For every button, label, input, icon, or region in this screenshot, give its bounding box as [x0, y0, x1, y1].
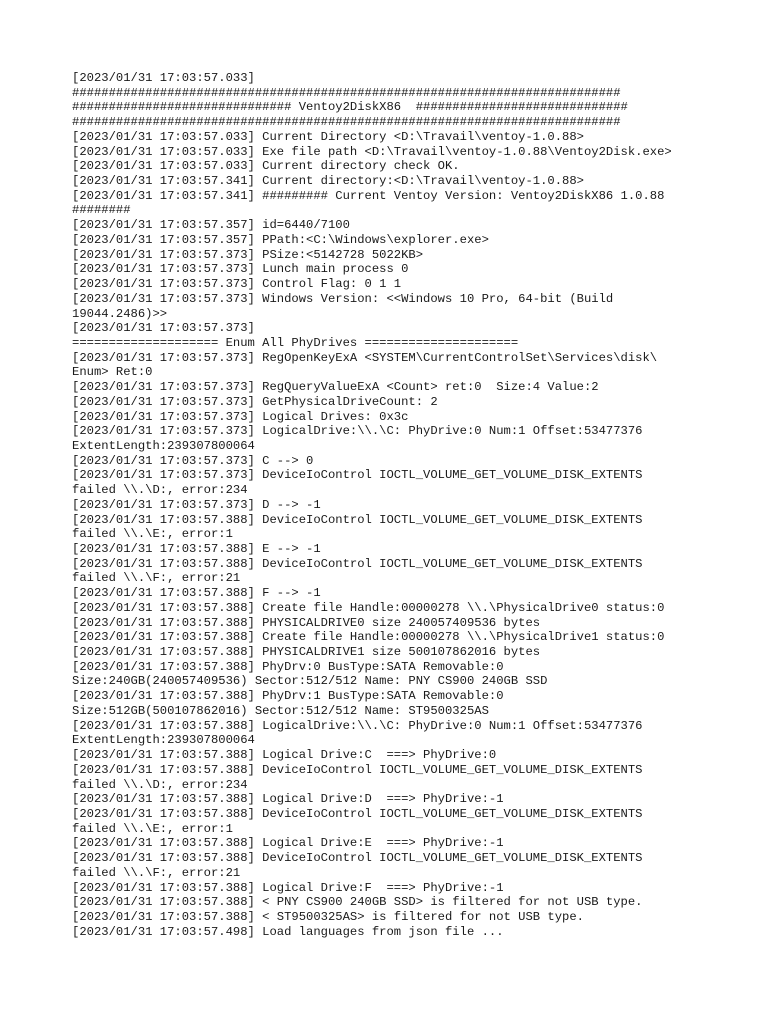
- log-line: [2023/01/31 17:03:57.388] PhyDrv:0 BusType:SATA Removable:0: [72, 659, 504, 674]
- log-line: [2023/01/31 17:03:57.373] C --> 0: [72, 453, 314, 468]
- log-line: failed \\.\D:, error:234: [72, 777, 248, 792]
- log-line: [2023/01/31 17:03:57.341] ######### Current Ventoy Version: Ventoy2DiskX86 1.0.88: [72, 188, 665, 203]
- log-line: [2023/01/31 17:03:57.373] GetPhysicalDriveCount: 2: [72, 394, 438, 409]
- log-line: ExtentLength:239307800064: [72, 438, 255, 453]
- log-line: [2023/01/31 17:03:57.388] DeviceIoControl IOCTL_VOLUME_GET_VOLUME_DISK_EXTENTS: [72, 512, 643, 527]
- log-document: [72, 71, 702, 939]
- log-line: failed \\.\F:, error:21: [72, 865, 241, 880]
- log-line: [2023/01/31 17:03:57.033] Current directory check OK.: [72, 159, 460, 174]
- log-line: [2023/01/31 17:03:57.388] DeviceIoControl IOCTL_VOLUME_GET_VOLUME_DISK_EXTENTS: [72, 556, 643, 571]
- log-line: [2023/01/31 17:03:57.373] Lunch main process 0: [72, 262, 409, 277]
- log-line: ==================== Enum All PhyDrives =====================: [72, 335, 519, 350]
- log-line: [2023/01/31 17:03:57.388] PHYSICALDRIVE1 size 500107862016 bytes: [72, 645, 541, 660]
- log-line: [2023/01/31 17:03:57.388] DeviceIoControl IOCTL_VOLUME_GET_VOLUME_DISK_EXTENTS: [72, 806, 643, 821]
- log-line: [2023/01/31 17:03:57.388] Logical Drive:F ===> PhyDrive:-1: [72, 880, 504, 895]
- log-line: [2023/01/31 17:03:57.373] PSize:<5142728 5022KB>: [72, 247, 424, 262]
- log-line: failed \\.\D:, error:234: [72, 483, 248, 498]
- log-line: [2023/01/31 17:03:57.357] PPath:<C:\Windows\explorer.exe>: [72, 232, 489, 247]
- log-line: [2023/01/31 17:03:57.388] Create file Handle:00000278 \\.\PhysicalDrive0 status:0: [72, 600, 665, 615]
- log-line: [2023/01/31 17:03:57.341] Current directory:<D:\Travail\ventoy-1.0.88>: [72, 174, 584, 189]
- log-line: failed \\.\E:, error:1: [72, 527, 233, 542]
- log-line: [2023/01/31 17:03:57.373] Windows Version: <<Windows 10 Pro, 64-bit (Build: [72, 291, 614, 306]
- log-line: [2023/01/31 17:03:57.357] id=6440/7100: [72, 218, 350, 233]
- log-line: [2023/01/31 17:03:57.388] Create file Handle:00000278 \\.\PhysicalDrive1 status:0: [72, 630, 665, 645]
- log-line: [2023/01/31 17:03:57.373] RegQueryValueExA <Count> ret:0 Size:4 Value:2: [72, 380, 599, 395]
- log-line: [2023/01/31 17:03:57.388] PhyDrv:1 BusType:SATA Removable:0: [72, 689, 504, 704]
- log-line: Enum> Ret:0: [72, 365, 153, 380]
- log-line: [2023/01/31 17:03:57.388] DeviceIoControl IOCTL_VOLUME_GET_VOLUME_DISK_EXTENTS: [72, 851, 643, 866]
- log-line: [2023/01/31 17:03:57.388] Logical Drive:D ===> PhyDrive:-1: [72, 792, 504, 807]
- log-line: [2023/01/31 17:03:57.033]: [72, 71, 255, 85]
- log-line: [2023/01/31 17:03:57.388] PHYSICALDRIVE0 size 240057409536 bytes: [72, 615, 541, 630]
- log-line: [2023/01/31 17:03:57.388] LogicalDrive:\\.\C: PhyDrive:0 Num:1 Offset:53477376: [72, 718, 643, 733]
- log-line: [2023/01/31 17:03:57.033] Exe file path <D:\Travail\ventoy-1.0.88\Ventoy2Disk.exe>: [72, 144, 672, 159]
- log-line: [2023/01/31 17:03:57.373] Logical Drives: 0x3c: [72, 409, 409, 424]
- log-line: [2023/01/31 17:03:57.388] < ST9500325AS> is filtered for not USB type.: [72, 909, 584, 924]
- log-line: [2023/01/31 17:03:57.033] Current Directory <D:\Travail\ventoy-1.0.88>: [72, 129, 584, 144]
- log-line: [2023/01/31 17:03:57.388] F --> -1: [72, 586, 321, 601]
- log-line: [2023/01/31 17:03:57.388] E --> -1: [72, 542, 321, 556]
- log-line: [2023/01/31 17:03:57.373] LogicalDrive:\\.\C: PhyDrive:0 Num:1 Offset:53477376: [72, 424, 643, 439]
- log-line: [2023/01/31 17:03:57.498] Load languages from json file ...: [72, 924, 504, 939]
- log-line: ExtentLength:239307800064: [72, 733, 255, 748]
- log-line: [2023/01/31 17:03:57.373] DeviceIoControl IOCTL_VOLUME_GET_VOLUME_DISK_EXTENTS: [72, 468, 643, 483]
- log-line: ########: [72, 203, 131, 218]
- log-line: [2023/01/31 17:03:57.388] Logical Drive:E ===> PhyDrive:-1: [72, 836, 504, 851]
- log-line: ############################## Ventoy2DiskX86 #############################: [72, 100, 628, 115]
- log-line: [2023/01/31 17:03:57.373] Control Flag: 0 1 1: [72, 277, 402, 292]
- log-line: Size:512GB(500107862016) Sector:512/512 Name: ST9500325AS: [72, 703, 489, 718]
- log-line: [2023/01/31 17:03:57.373] RegOpenKeyExA <SYSTEM\CurrentControlSet\Services\disk\: [72, 350, 658, 365]
- log-line: failed \\.\E:, error:1: [72, 821, 233, 836]
- log-line: 19044.2486)>>: [72, 306, 168, 321]
- log-line: [2023/01/31 17:03:57.388] Logical Drive:C ===> PhyDrive:0: [72, 748, 497, 763]
- log-line: ###########################################################################: [72, 85, 621, 100]
- log-line: [2023/01/31 17:03:57.373]: [72, 321, 255, 336]
- log-line: Size:240GB(240057409536) Sector:512/512 Name: PNY CS900 240GB SSD: [72, 674, 548, 689]
- log-line: [2023/01/31 17:03:57.373] D --> -1: [72, 497, 321, 512]
- log-line: failed \\.\F:, error:21: [72, 571, 241, 586]
- log-line: [2023/01/31 17:03:57.388] < PNY CS900 240GB SSD> is filtered for not USB type.: [72, 895, 643, 910]
- log-line: [2023/01/31 17:03:57.388] DeviceIoControl IOCTL_VOLUME_GET_VOLUME_DISK_EXTENTS: [72, 762, 643, 777]
- log-line: ###########################################################################: [72, 115, 621, 130]
